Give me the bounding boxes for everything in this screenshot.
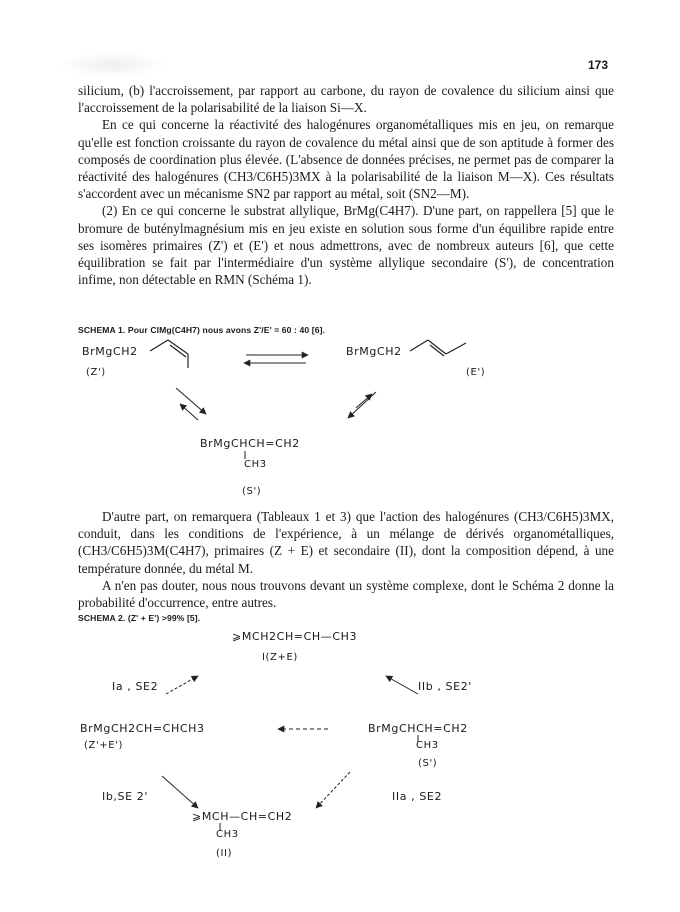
scheme2-top-formula: ⩾MCH2CH=CH—CH3 [232,630,358,643]
scheme1-e-skeleton [410,340,466,356]
paragraph-3: (2) En ce qui concerne le substrat allylique, BrMg(C4H7). D'une part, on rappellera [5] que le bromure de buténylmagnésium mis en jeu existe en solution sous forme d'un équilibre rapide entre ses isomères primaires (Z') et (E') et nous admettrons, avec de nombreux auteurs [6], que cette équilibration se fait par l'intermédiaire d'un système allylique secondaire (S'), de concentration infime, non détectable en RMN (Schéma 1). [78,203,614,288]
scheme2-right-formula: BrMgCHCH=CH2 [368,722,468,735]
scheme1-s-label: (S') [242,486,262,497]
page-number: 173 [587,58,608,72]
paragraph-5: A n'en pas douter, nous nous trouvons devant un système complexe, dont le Schéma 2 donne la probabilité d'occurrence, entre autres. [78,577,614,611]
scheme2-right-label: (S') [418,758,438,769]
scheme2-path-iia: IIa , SE2 [392,790,443,803]
scheme1-z-formula: BrMgCH2 [82,345,138,358]
scheme1-z-skeleton [150,340,188,368]
scheme2-path-ia: Ia , SE2 [112,680,159,693]
scheme2-arrows [162,676,418,808]
paragraph-1: silicium, (b) l'accroissement, par rapport au carbone, du rayon de covalence du silicium ainsi que l'accroissement de la polarisabilité de la liaison Si—X. [78,83,614,116]
scheme2-path-iib: IIb , SE2' [418,680,472,693]
scheme2-left-label: (Z'+E') [84,740,124,751]
scheme1-s-formula: BrMgCHCH=CH2 [200,437,300,450]
scheme2-right-methyl: CH3 [416,740,439,751]
scheme2-bottom-formula: ⩾MCH—CH=CH2 [192,810,293,823]
paragraph-2: En ce qui concerne la réactivité des halogénures organométalliques mis en jeu, on remarque qu'elle est fonction croissante du rayon de covalence du métal ainsi que de son aptitude à former des composés de coordination plus élevée. (L'absence de données précises, ne permet pas de comparer la réactivité des halogénures (CH3/C6H5)3MX à la polarisabilité de la liaison M—X). Ces résultats s'accordent avec un mécanisme SN2 par rapport au métal, soit (SN2—M). [78,117,614,202]
scheme1-z-label: (Z') [86,367,106,378]
scheme1-e-formula: BrMgCH2 [346,345,402,358]
scheme1-e-label: (E') [466,367,486,378]
scheme2-bottom-label: (II) [216,848,233,859]
scheme1-s-methyl: CH3 [244,459,267,470]
scheme1-caption: SCHEMA 1. Pour ClMg(C4H7) nous avons Z'/E' = 60 : 40 [6]. [78,325,326,335]
scheme2-bottom-methyl: CH3 [216,829,239,840]
scheme2-caption: SCHEMA 2. (Z' + E') >99% [5]. [78,613,201,623]
scheme2-top-label: I(Z+E) [262,652,298,663]
scheme1-equilibrium-arrow [244,355,308,363]
scheme2-path-ib: Ib,SE 2' [102,790,148,803]
paragraph-4: D'autre part, on remarquera (Tableaux 1 et 3) que l'action des halogénures (CH3/C6H5)3MX, conduit, dans les conditions de l'expérience, à un mélange de dérivés organométalliques, (CH3/C6H5)3M(C4H7), primaires (Z + E) et secondaire (II), dont la composition dépend, à une température donnée, du métal M. [78,509,614,576]
scheme2-left-formula: BrMgCH2CH=CHCH3 [80,722,205,735]
scheme1-diagonal-arrows [176,388,376,420]
